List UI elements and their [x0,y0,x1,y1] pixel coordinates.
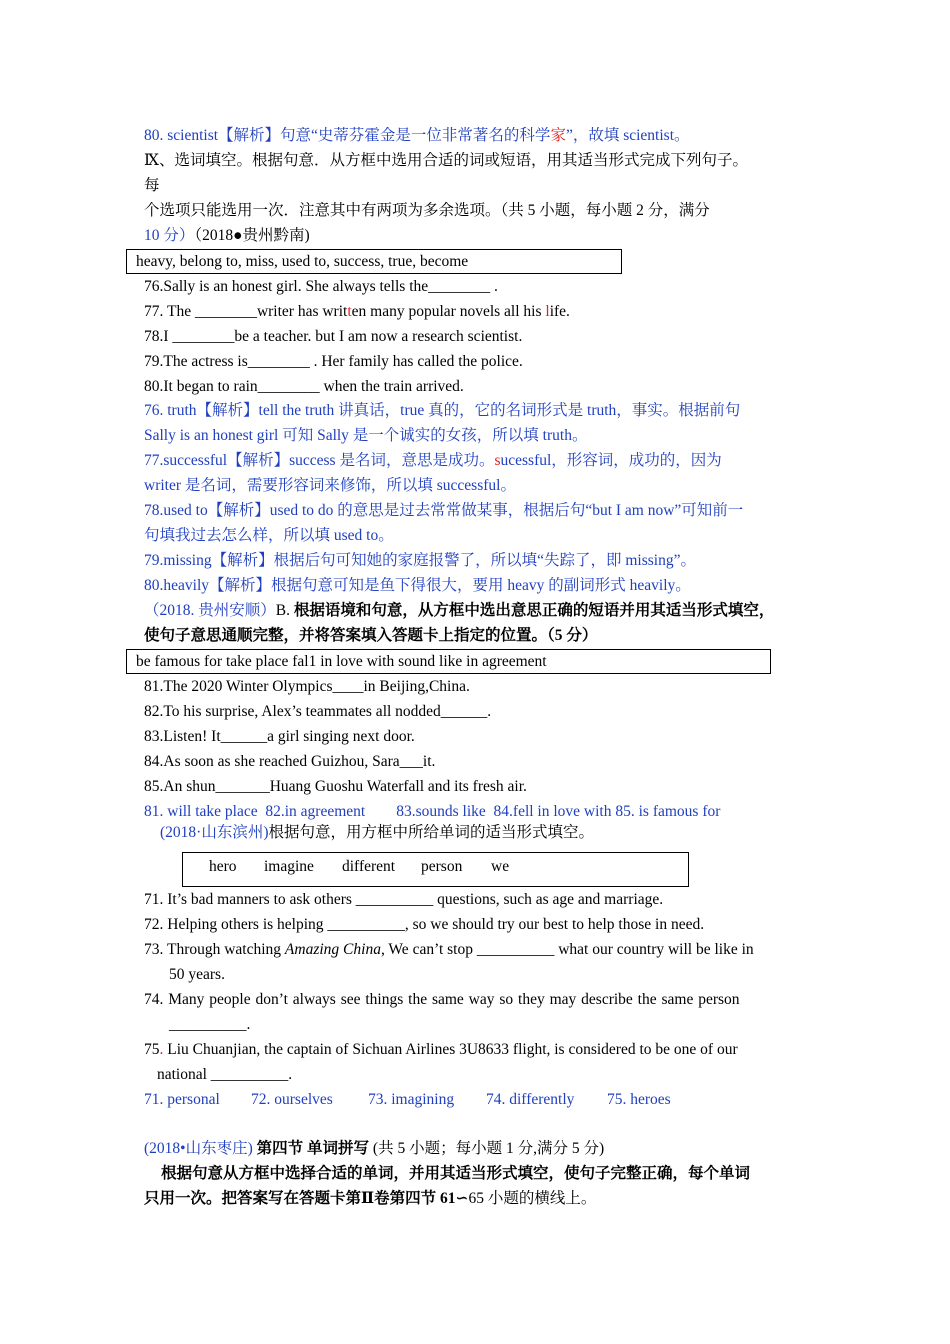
answer-80-scientist: 80. scientist【解析】句意“史蒂芬霍金是一位非常著名的科学家”，故填 scientist。 [144,127,690,144]
question-71: 71. It’s bad manners to ask others __________ questions, such as age and marriage. [144,891,664,908]
question-75-cont: national __________. [157,1066,293,1083]
phrase-box: be famous for take place fal1 in love with sound like in agreement [126,649,771,674]
answer-71: 71. personal [144,1091,220,1108]
answer-76: 76. truth【解析】tell the truth 讲真话，true 真的，它的名词形式是 truth，事实。根据前句 [144,402,741,419]
word-box: heavy, belong to, miss, used to, success, true, become [126,249,622,274]
word-different: different [342,858,396,875]
word-box-binzhou [182,852,689,887]
question-73: 73. Through watching Amazing China, We can’t stop __________ what our country will be like in [144,941,754,958]
question-80: 80.It began to rain________ when the train arrived. [144,378,464,395]
question-82: 82.To his surprise, Alex’s teammates all nodded______. [144,703,492,720]
answer-72: 72. ourselves [251,1091,333,1108]
question-74: 74. Many people don’t always see things the same way so they may describe the same person [144,991,740,1008]
section-binzhou-heading: (2018·山东滨州)根据句意，用方框中所给单词的适当形式填空。 [160,824,595,841]
section-zaozhuang-heading: (2018•山东枣庄) 第四节 单词拼写 (共 5 小题；每小题 1 分,满分 5 分) [144,1140,605,1157]
question-72: 72. Helping others is helping __________, so we should try our best to help those in need. [144,916,705,933]
answers-81-85: 81. will take place 82.in agreement 83.sounds like 84.fell in love with 85. is famous for [144,803,721,820]
answer-78-cont: 句填我过去怎么样，所以填 used to。 [144,527,394,544]
answer-75: 75. heroes [607,1091,671,1108]
section-zaozhuang-instruction-cont: 只用一次。把答案写在答题卡第Ⅱ卷第四节 61∽65 小题的横线上。 [144,1190,597,1207]
question-83: 83.Listen! It______a girl singing next door. [144,728,415,745]
section-b-heading-cont: 使句子意思通顺完整，并将答案填入答题卡上指定的位置。（5 分） [144,627,598,644]
score-line: 10 分）（2018●贵州黔南) [144,227,310,244]
answer-77-cont: writer 是名词，需要形容词来修饰，所以填 successful。 [144,477,516,494]
question-75: 75. Liu Chuanjian, the captain of Sichuan Airlines 3U8633 flight, is considered to be one of our [144,1041,738,1058]
section-ix-heading: Ⅸ、选词填空。根据句意．从方框中选用合适的词或短语，用其适当形式完成下列句子。 [144,152,748,169]
answer-80: 80.heavily【解析】根据句意可知是鱼下得很大，要用 heavy 的副词形式 heavily。 [144,577,691,594]
question-74-cont: __________. [169,1016,251,1033]
question-85: 85.An shun_______Huang Guoshu Waterfall and its fresh air. [144,778,527,795]
answer-77: 77.successful【解析】success 是名词，意思是成功。sucessful，形容词，成功的，因为 [144,452,722,469]
instruction-line: 个选项只能选用一次．注意其中有两项为多余选项。（共 5 小题，每小题 2 分，满分 [144,202,710,219]
question-78: 78.I ________be a teacher. but I am now a research scientist. [144,328,523,345]
word-person: person [421,858,463,875]
answer-74: 74. differently [486,1091,575,1108]
question-84: 84.As soon as she reached Guizhou, Sara___it. [144,753,436,770]
answer-76-cont: Sally is an honest girl 可知 Sally 是一个诚实的女孩，所以填 truth。 [144,427,588,444]
question-76: 76.Sally is an honest girl. She always tells the________ . [144,278,498,295]
instruction-line: 每 [144,177,160,194]
question-77: 77. The ________writer has written many popular novels all his life. [144,303,570,320]
answer-78: 78.used to【解析】used to do 的意思是过去常常做某事，根据后句“but I am now”可知前一 [144,502,744,519]
section-zaozhuang-instruction: 根据句意从方框中选择合适的单词，并用其适当形式填空，使句子完整正确，每个单词 [161,1165,751,1182]
word-we: we [491,858,510,875]
section-b-heading: （2018. 贵州安顺）B. 根据语境和句意，从方框中选出意思正确的短语并用其适当形式填空， [144,602,775,619]
answer-73: 73. imagining [368,1091,455,1108]
word-hero: hero [209,858,237,875]
question-73-cont: 50 years. [169,966,225,983]
answer-79: 79.missing【解析】根据后句可知她的家庭报警了，所以填“失踪了，即 missing”。 [144,552,696,569]
question-79: 79.The actress is________ . Her family has called the police. [144,353,523,370]
word-imagine: imagine [264,858,314,875]
question-81: 81.The 2020 Winter Olympics____in Beijing,China. [144,678,470,695]
